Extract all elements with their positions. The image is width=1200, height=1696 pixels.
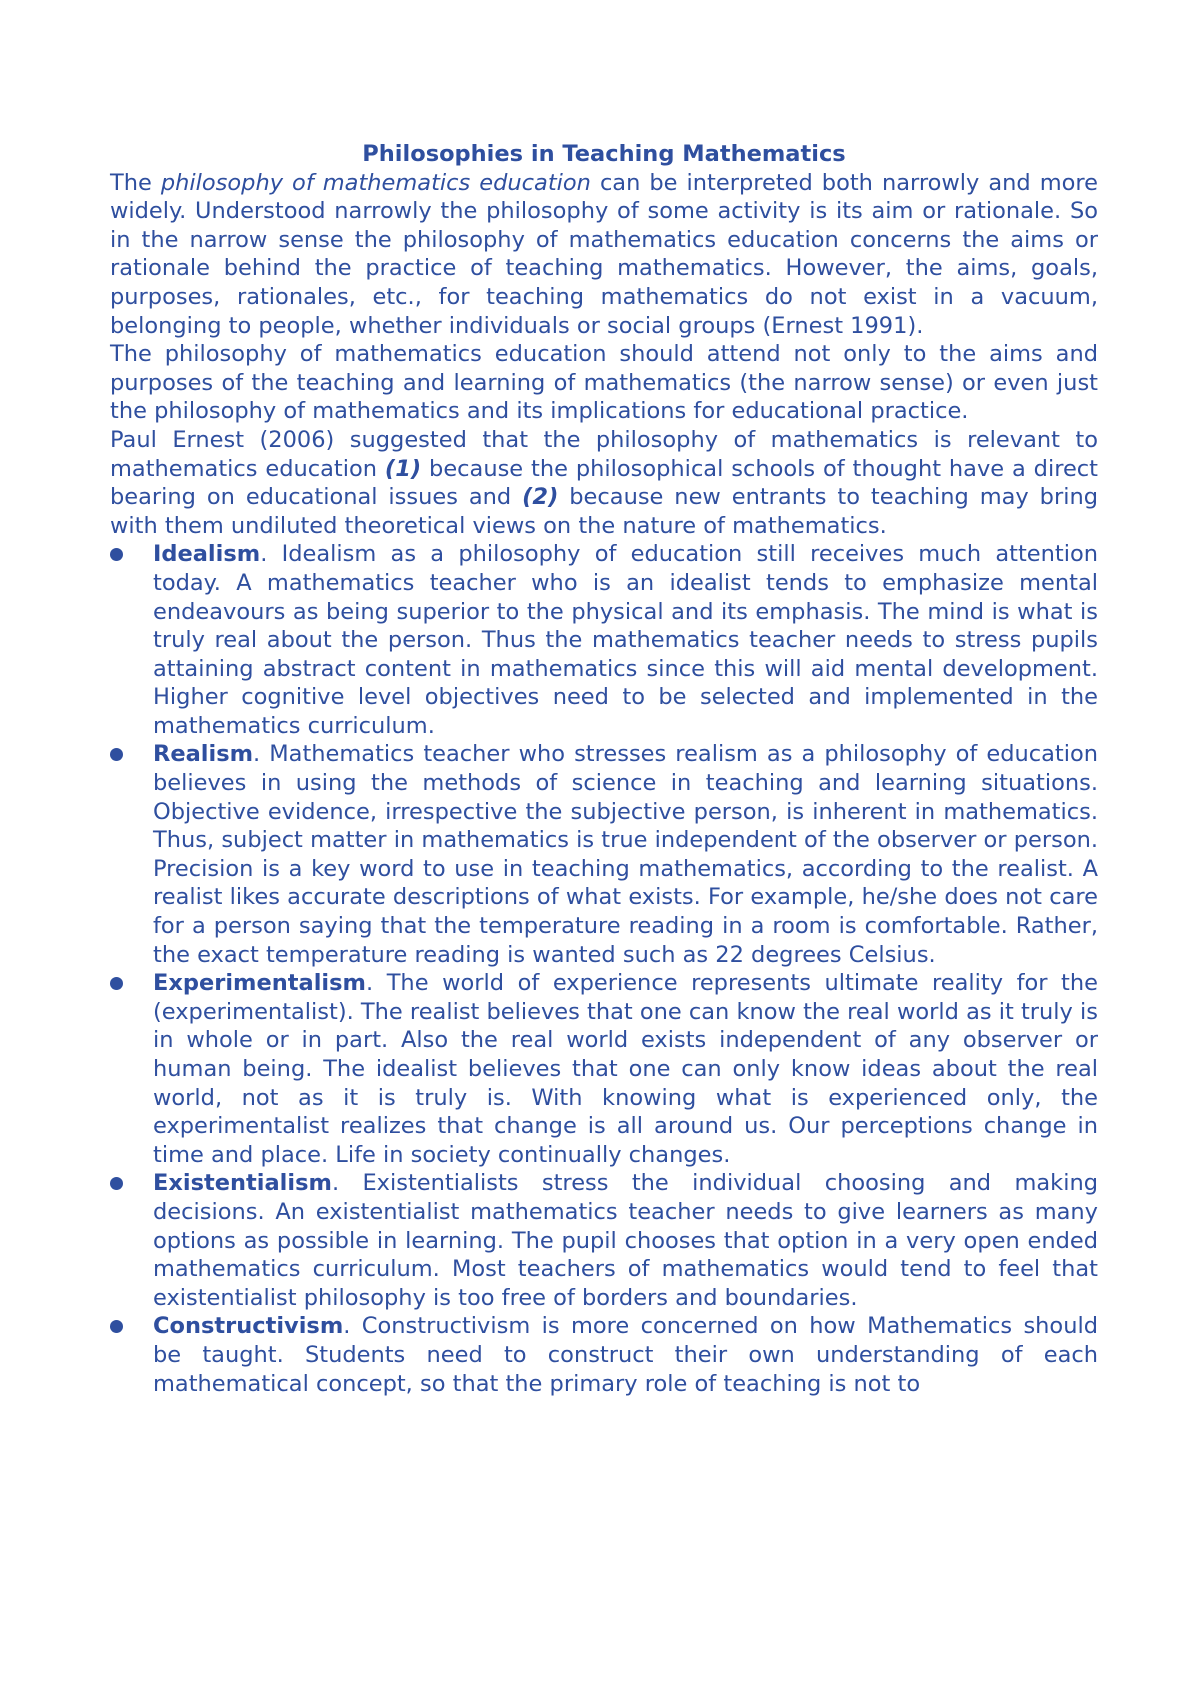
document-title: Philosophies in Teaching Mathematics <box>362 141 846 167</box>
intro-paragraph-3 <box>110 426 1098 540</box>
intro-p3-mid: because the philosophical schools of thought have a direct bearing on educational issues and <box>110 455 1098 511</box>
intro-p1-emphasis: philosophy of mathematics education <box>160 169 591 196</box>
list-item-realism <box>110 740 1098 969</box>
list-item-experimentalism <box>110 969 1098 1169</box>
bullet-icon <box>110 748 123 761</box>
intro-paragraph-2: The philosophy of mathematics education should attend not only to the aims and purposes of the teaching and learning of mathematics (the narrow sense) or even just the philosophy of mathematics and its implications for educational practice. <box>110 341 1098 425</box>
text-realism: . Mathematics teacher who stresses realism as a philosophy of education believes in using the methods of science in teaching and learning situations. Objective evidence, irrespective the subjective person, is inherent in mathematics. Thus, subject matter in mathematics is true independent of the observer or person. Precision is a key word to use in teaching mathematics, according to the realist. A realist likes accurate descriptions of what exists. For example, he/she does not care for a person saying that the temperature reading in a room is comfortable. Rather, the exact temperature reading is wanted such as 22 degrees Celsius. <box>153 741 1098 968</box>
list-item-constructivism <box>110 1312 1098 1398</box>
intro-p3-end: because new entrants to teaching may bring with them undiluted theoretical views on the nature of mathematics. <box>110 484 1098 539</box>
intro-paragraph-1 <box>110 169 1098 341</box>
text-idealism: . Idealism as a philosophy of education still receives much attention today. A mathematics teacher who is an idealist tends to emphasize mental endeavours as being superior to the physical and its emphasis. The mind is what is truly real about the person. Thus the mathematics teacher needs to stress pupils attaining abstract content in mathematics since this will aid mental development. Higher cognitive level objectives need to be selected and implemented in the mathematics curriculum. <box>153 541 1098 739</box>
bullet-icon <box>110 1320 123 1333</box>
intro-p1-start: The <box>110 169 161 196</box>
philosophies-list <box>110 540 1098 1398</box>
bullet-icon <box>110 548 123 561</box>
list-item-existentialism <box>110 1169 1098 1312</box>
bullet-icon <box>110 1177 123 1190</box>
list-item-idealism <box>110 540 1098 740</box>
document-page <box>110 140 1098 1398</box>
term-realism: Realism <box>153 741 254 768</box>
intro-p3-start: Paul Ernest (2006) suggested that the philosophy of mathematics is relevant to mathematics education <box>110 426 1098 482</box>
term-constructivism: Constructivism <box>153 1313 344 1340</box>
intro-p1-rest: can be interpreted both narrowly and more widely. Understood narrowly the philosophy of some activity is its aim or rationale. So in the narrow sense the philosophy of mathematics education concerns the aims or rationale behind the practice of teaching mathematics. However, the aims, goals, purposes, rationales, etc., for teaching mathematics do not exist in a vacuum, belonging to people, whether individuals or social groups (Ernest 1991). <box>110 169 1098 339</box>
intro-p3-marker-1: (1) <box>384 455 422 482</box>
text-constructivism: . Constructivism is more concerned on how Mathematics should be taught. Students need to construct their own understanding of each mathematical concept, so that the primary role of teaching is not to <box>153 1313 1098 1397</box>
intro-p3-marker-2: (2) <box>522 484 559 511</box>
term-experimentalism: Experimentalism <box>153 970 366 997</box>
text-experimentalism: . The world of experience represents ultimate reality for the (experimentalist). The realist believes that one can know the real world as it truly is in whole or in part. Also the real world exists independent of any observer or human being. The idealist believes that one can only know ideas about the real world, not as it is truly is. With knowing what is experienced only, the experimentalist realizes that change is all around us. Our perceptions change in time and place. Life in society continually changes. <box>153 970 1098 1168</box>
term-idealism: Idealism <box>153 541 261 568</box>
text-existentialism: . Existentialists stress the individual choosing and making decisions. An existentialist mathematics teacher needs to give learners as many options as possible in learning. The pupil chooses that option in a very open ended mathematics curriculum. Most teachers of mathematics would tend to feel that existentialist philosophy is too free of borders and boundaries. <box>153 1170 1098 1311</box>
term-existentialism: Existentialism <box>153 1170 332 1197</box>
bullet-icon <box>110 977 123 990</box>
